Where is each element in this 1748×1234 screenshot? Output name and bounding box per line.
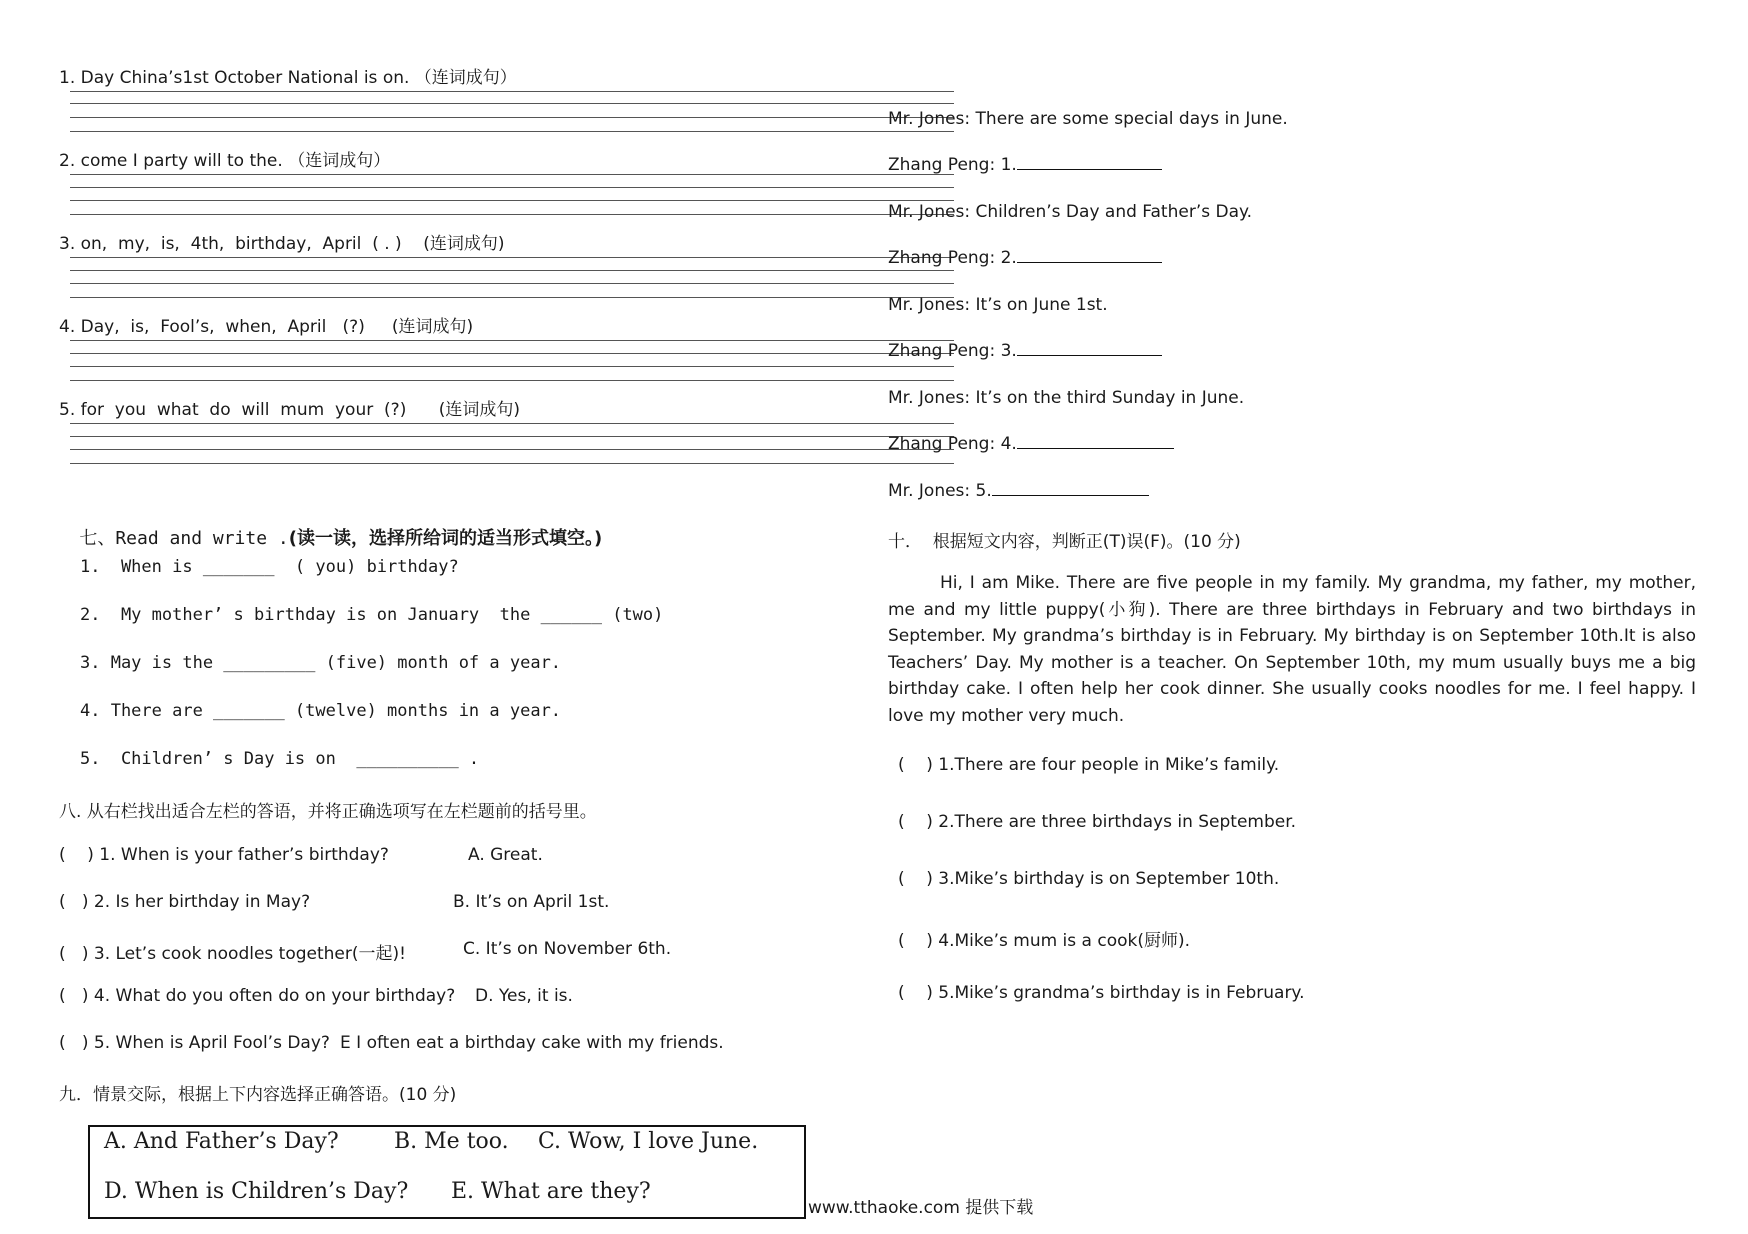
tf-statement: ( ) 1.There are four people in Mike’s family. — [898, 755, 1280, 775]
option: C. Wow, I love June. — [538, 1129, 759, 1154]
tf-statement: ( ) 5.Mike’s grandma’s birthday is in February. — [898, 983, 1305, 1003]
section-8-title: 八. 从右栏找出适合左栏的答语，并将正确选项写在左栏题前的括号里。 — [59, 802, 597, 822]
download-credit: www.tthaoke.com 提供下载 — [808, 1198, 1034, 1218]
reorder-item: 5. for you what do will mum your (?) (连词成句) — [59, 400, 521, 420]
reorder-item: 4. Day, is, Fool’s, when, April (?) (连词成句) — [59, 317, 474, 337]
fill-item: 3. May is the _________ (five) month of a year. — [80, 653, 562, 673]
match-answer: A. Great. — [468, 845, 543, 865]
reorder-item: 1. Day China’s1st October National is on. （连词成句） — [59, 68, 517, 88]
match-question: ( ) 2. Is her birthday in May? — [59, 892, 311, 912]
match-question: ( ) 4. What do you often do on your birthday? — [59, 986, 456, 1006]
match-answer: E I often eat a birthday cake with my friends. — [340, 1033, 724, 1053]
dialogue-line: Zhang Peng: 2. — [888, 248, 1162, 268]
dialogue-line: Mr. Jones: Children’s Day and Father’s Day. — [888, 202, 1253, 222]
dialogue-line: Mr. Jones: It’s on the third Sunday in June. — [888, 388, 1245, 408]
option: A. And Father’s Day? — [104, 1129, 339, 1154]
dialogue-line: Zhang Peng: 4. — [888, 434, 1174, 454]
option: B. Me too. — [394, 1129, 509, 1154]
tf-statement: ( ) 4.Mike’s mum is a cook(厨师). — [898, 931, 1191, 951]
option: D. When is Children’s Day? — [104, 1179, 409, 1204]
fill-item: 1. When is _______ ( you) birthday? — [80, 557, 459, 577]
tf-statement: ( ) 2.There are three birthdays in September. — [898, 812, 1297, 832]
tf-statement: ( ) 3.Mike’s birthday is on September 10th. — [898, 869, 1280, 889]
match-question: ( ) 5. When is April Fool’s Day? — [59, 1033, 330, 1053]
fill-item: 2. My mother’ s birthday is on January the ______ (two) — [80, 605, 664, 625]
dialogue-line: Mr. Jones: It’s on June 1st. — [888, 295, 1108, 315]
dialogue-line: Zhang Peng: 3. — [888, 341, 1162, 361]
section-7-title: 七、Read and write .(读一读，选择所给词的适当形式填空。) — [79, 528, 603, 549]
reading-passage: Hi, I am Mike. There are five people in my family. My grandma, my father, my mother, me and my little puppy(小狗). There are three birthdays in February and two birthdays in September. My grandma’s birthday is in February. My birthday is on September 10th.It is also Teachers’ Day. My mother is a teacher. On September 10th, my mum usually buys me a big birthday cake. I often help her cook dinner. She usually cooks noodles for me. I feel happy. I love my mother very much. — [888, 573, 1696, 726]
reorder-item: 3. on, my, is, 4th, birthday, April ( . ) (连词成句) — [59, 234, 505, 254]
dialogue-line: Mr. Jones: 5. — [888, 481, 1149, 501]
match-question: ( ) 1. When is your father’s birthday? — [59, 845, 389, 865]
option: E. What are they? — [451, 1179, 651, 1204]
match-answer: D. Yes, it is. — [475, 986, 573, 1006]
match-answer: C. It’s on November 6th. — [463, 939, 672, 959]
dialogue-line: Zhang Peng: 1. — [888, 155, 1162, 175]
match-question: ( ) 3. Let’s cook noodles together(一起)! — [59, 944, 406, 964]
section-9-title: 九．情景交际，根据上下内容选择正确答语。(10 分) — [59, 1085, 457, 1105]
match-answer: B. It’s on April 1st. — [453, 892, 610, 912]
fill-item: 5. Children’ s Day is on __________ . — [80, 749, 480, 769]
section-10-title: 十． 根据短文内容，判断正(T)误(F)。(10 分) — [888, 532, 1241, 552]
dialogue-line: Mr. Jones: There are some special days in June. — [888, 109, 1288, 129]
reorder-item: 2. come I party will to the. （连词成句） — [59, 151, 391, 171]
fill-item: 4. There are _______ (twelve) months in a year. — [80, 701, 562, 721]
